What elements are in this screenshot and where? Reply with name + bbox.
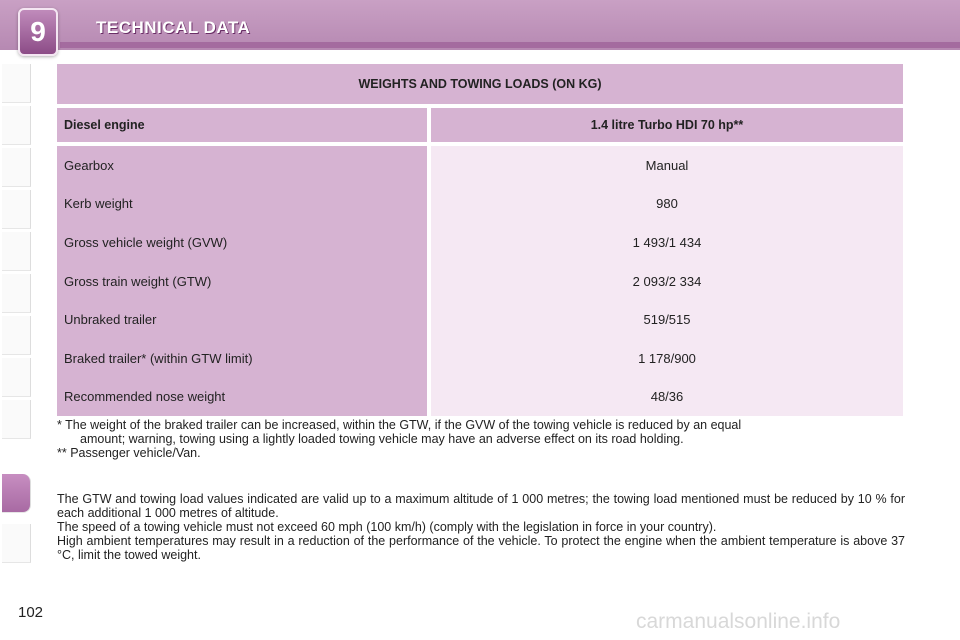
row-label: Kerb weight [57, 185, 431, 224]
table-title: WEIGHTS AND TOWING LOADS (ON KG) [57, 64, 903, 104]
row-label: Braked trailer* (within GTW limit) [57, 339, 431, 378]
row-value: 1 493/1 434 [431, 223, 903, 262]
table-header-row [57, 108, 903, 142]
page-title: TECHNICAL DATA [96, 18, 251, 37]
chapter-tabs [2, 64, 32, 574]
table-row [57, 378, 903, 417]
footnote-1-continued: amount; warning, towing using a lightly loaded towing vehicle may have an adverse effect on its road holding. [80, 432, 684, 446]
row-value: 519/515 [431, 300, 903, 339]
table-row [57, 300, 903, 339]
paragraph-altitude: The GTW and towing load values indicated are valid up to a maximum altitude of 1 000 metres; the towing load mentioned must be reduced by 10 % for each additional 1 000 metres of altitude. [57, 492, 905, 520]
towing-info-text [57, 492, 905, 562]
column-header-engine: Diesel engine [57, 108, 431, 142]
table-row [57, 185, 903, 224]
row-label: Recommended nose weight [57, 378, 431, 417]
chapter-tab-7[interactable] [2, 316, 31, 355]
footnote-2: ** Passenger vehicle/Van. [57, 446, 201, 460]
paragraph-speed: The speed of a towing vehicle must not exceed 60 mph (100 km/h) (comply with the legislation in force in your country). [57, 520, 717, 534]
table-row [57, 146, 903, 185]
chapter-badge[interactable] [18, 8, 58, 56]
table-row [57, 223, 903, 262]
chapter-tab-2[interactable] [2, 106, 31, 145]
chapter-tab-6[interactable] [2, 274, 31, 313]
row-label: Unbraked trailer [57, 300, 431, 339]
chapter-tab-8[interactable] [2, 358, 31, 397]
table-row [57, 339, 903, 378]
weights-table [57, 64, 903, 416]
paragraph-temperature: High ambient temperatures may result in a reduction of the performance of the vehicle. To protect the engine when the ambient temperature is above 37 °C, limit the towed weight. [57, 534, 905, 562]
row-value: Manual [431, 146, 903, 185]
chapter-tab-11[interactable] [2, 524, 31, 563]
chapter-tab-9[interactable] [2, 400, 31, 439]
row-value: 980 [431, 185, 903, 224]
footnotes [57, 418, 905, 460]
footnote-1: * The weight of the braked trailer can be increased, within the GTW, if the GVW of the towing vehicle is reduced by an equal [57, 418, 742, 432]
table-row [57, 262, 903, 301]
row-value: 2 093/2 334 [431, 262, 903, 301]
header-underline [60, 42, 960, 48]
chapter-tab-3[interactable] [2, 148, 31, 187]
chapter-tab-4[interactable] [2, 190, 31, 229]
chapter-tab-5[interactable] [2, 232, 31, 271]
page-number: 102 [18, 604, 44, 621]
column-header-model: 1.4 litre Turbo HDI 70 hp** [431, 108, 903, 142]
row-label: Gearbox [57, 146, 431, 185]
row-label: Gross train weight (GTW) [57, 262, 431, 301]
chapter-number: 9 [30, 16, 46, 47]
row-value: 1 178/900 [431, 339, 903, 378]
chapter-tab-active[interactable] [2, 474, 31, 513]
row-label: Gross vehicle weight (GVW) [57, 223, 431, 262]
row-value: 48/36 [431, 378, 903, 417]
chapter-tab-1[interactable] [2, 64, 31, 103]
watermark: carmanualsonline.info [636, 610, 841, 633]
